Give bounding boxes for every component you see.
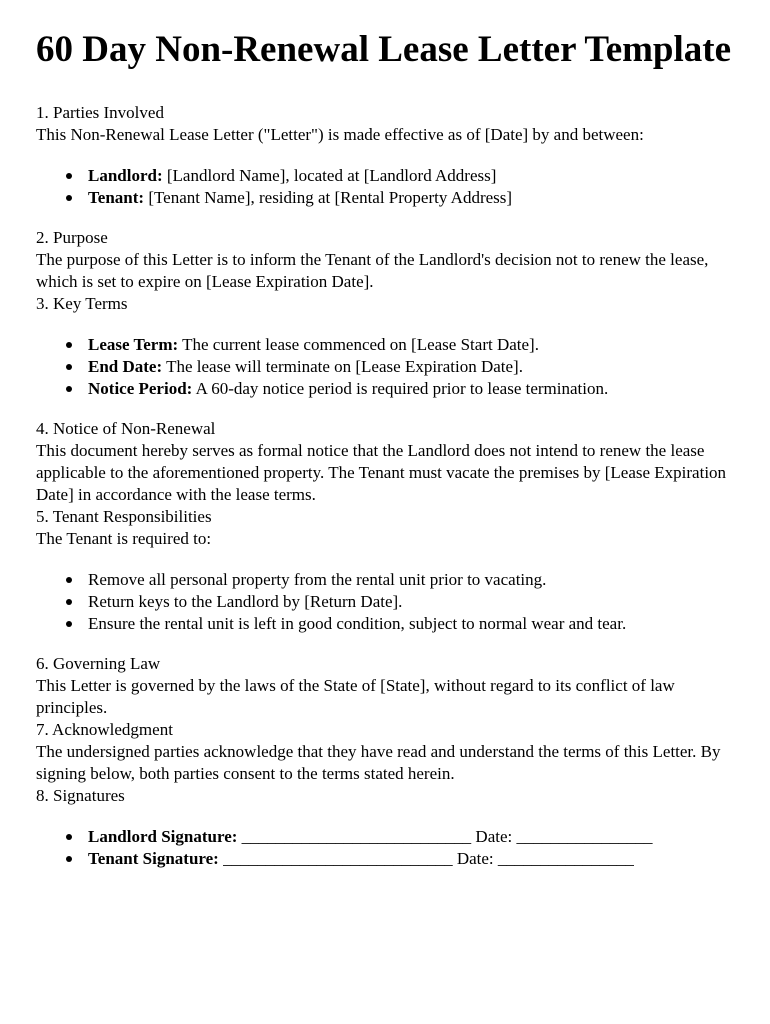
section-governing-law — [36, 653, 736, 719]
list-item — [88, 356, 736, 378]
bullet-icon — [66, 834, 72, 840]
section-text: This Non-Renewal Lease Letter ("Letter") is made effective as of [Date] by and between: — [36, 125, 644, 144]
document-title: 60 Day Non-Renewal Lease Letter Template — [36, 29, 732, 70]
item-label: Tenant Signature: — [88, 849, 219, 868]
item-text: ___________________________ Date: ________________ — [218, 849, 634, 868]
section-text: This document hereby serves as formal notice that the Landlord does not intend to renew the lease applicable to the aforementioned property. The Tenant must vacate the premises by [Lease Expiration Date] in accordance with the lease terms. — [36, 441, 727, 504]
bullet-icon — [66, 599, 72, 605]
list-item — [88, 334, 736, 356]
item-text: ___________________________ Date: ________________ — [237, 827, 653, 846]
bullet-list — [36, 569, 736, 635]
bullet-icon — [66, 364, 72, 370]
list-item — [88, 591, 736, 613]
bullet-icon — [66, 342, 72, 348]
item-text: The lease will terminate on [Lease Expiration Date]. — [162, 357, 523, 376]
bullet-icon — [66, 856, 72, 862]
item-text: Ensure the rental unit is left in good condition, subject to normal wear and tear. — [88, 614, 627, 633]
item-label: Landlord: — [88, 166, 163, 185]
bullet-icon — [66, 386, 72, 392]
section-heading: 2. Purpose — [36, 228, 108, 247]
section-heading: 3. Key Terms — [36, 294, 128, 313]
section-tenant-responsibilities — [36, 506, 736, 635]
bullet-list — [36, 334, 736, 400]
section-heading: 1. Parties Involved — [36, 103, 164, 122]
bullet-icon — [66, 577, 72, 583]
section-text: The undersigned parties acknowledge that they have read and understand the terms of this Letter. By signing below, both parties consent to the terms stated herein. — [36, 742, 721, 783]
item-label: Notice Period: — [88, 379, 193, 398]
section-notice-of-non-renewal — [36, 418, 736, 506]
item-text: [Landlord Name], located at [Landlord Address] — [162, 166, 497, 185]
item-text: The current lease commenced on [Lease Start Date]. — [178, 335, 539, 354]
item-label: Landlord Signature: — [88, 827, 238, 846]
list-item — [88, 569, 736, 591]
item-label: End Date: — [88, 357, 163, 376]
item-label: Tenant: — [88, 188, 145, 207]
bullet-list — [36, 165, 736, 209]
list-item — [88, 613, 736, 635]
section-signatures — [36, 785, 736, 870]
landlord-signature-line — [88, 826, 736, 848]
section-key-terms — [36, 293, 736, 400]
list-item — [88, 187, 736, 209]
bullet-icon — [66, 173, 72, 179]
tenant-signature-line — [88, 848, 736, 870]
section-heading: 4. Notice of Non-Renewal — [36, 419, 216, 438]
section-acknowledgment — [36, 719, 736, 785]
list-item — [88, 165, 736, 187]
section-text: The Tenant is required to: — [36, 529, 212, 548]
document-page — [36, 28, 736, 888]
signature-list — [36, 826, 736, 870]
item-text: [Tenant Name], residing at [Rental Property Address] — [144, 188, 513, 207]
section-heading: 7. Acknowledgment — [36, 720, 173, 739]
section-parties-involved — [36, 102, 736, 209]
list-item — [88, 378, 736, 400]
section-text: This Letter is governed by the laws of the State of [State], without regard to its conflict of law principles. — [36, 676, 675, 717]
item-text: Remove all personal property from the rental unit prior to vacating. — [88, 570, 547, 589]
section-heading: 8. Signatures — [36, 786, 125, 805]
section-heading: 5. Tenant Responsibilities — [36, 507, 212, 526]
item-text: Return keys to the Landlord by [Return Date]. — [88, 592, 403, 611]
item-label: Lease Term: — [88, 335, 179, 354]
item-text: A 60-day notice period is required prior to lease termination. — [192, 379, 609, 398]
bullet-icon — [66, 621, 72, 627]
bullet-icon — [66, 195, 72, 201]
section-heading: 6. Governing Law — [36, 654, 161, 673]
section-text: The purpose of this Letter is to inform the Tenant of the Landlord's decision not to renew the lease, which is set to expire on [Lease Expiration Date]. — [36, 250, 709, 291]
section-purpose — [36, 227, 736, 293]
